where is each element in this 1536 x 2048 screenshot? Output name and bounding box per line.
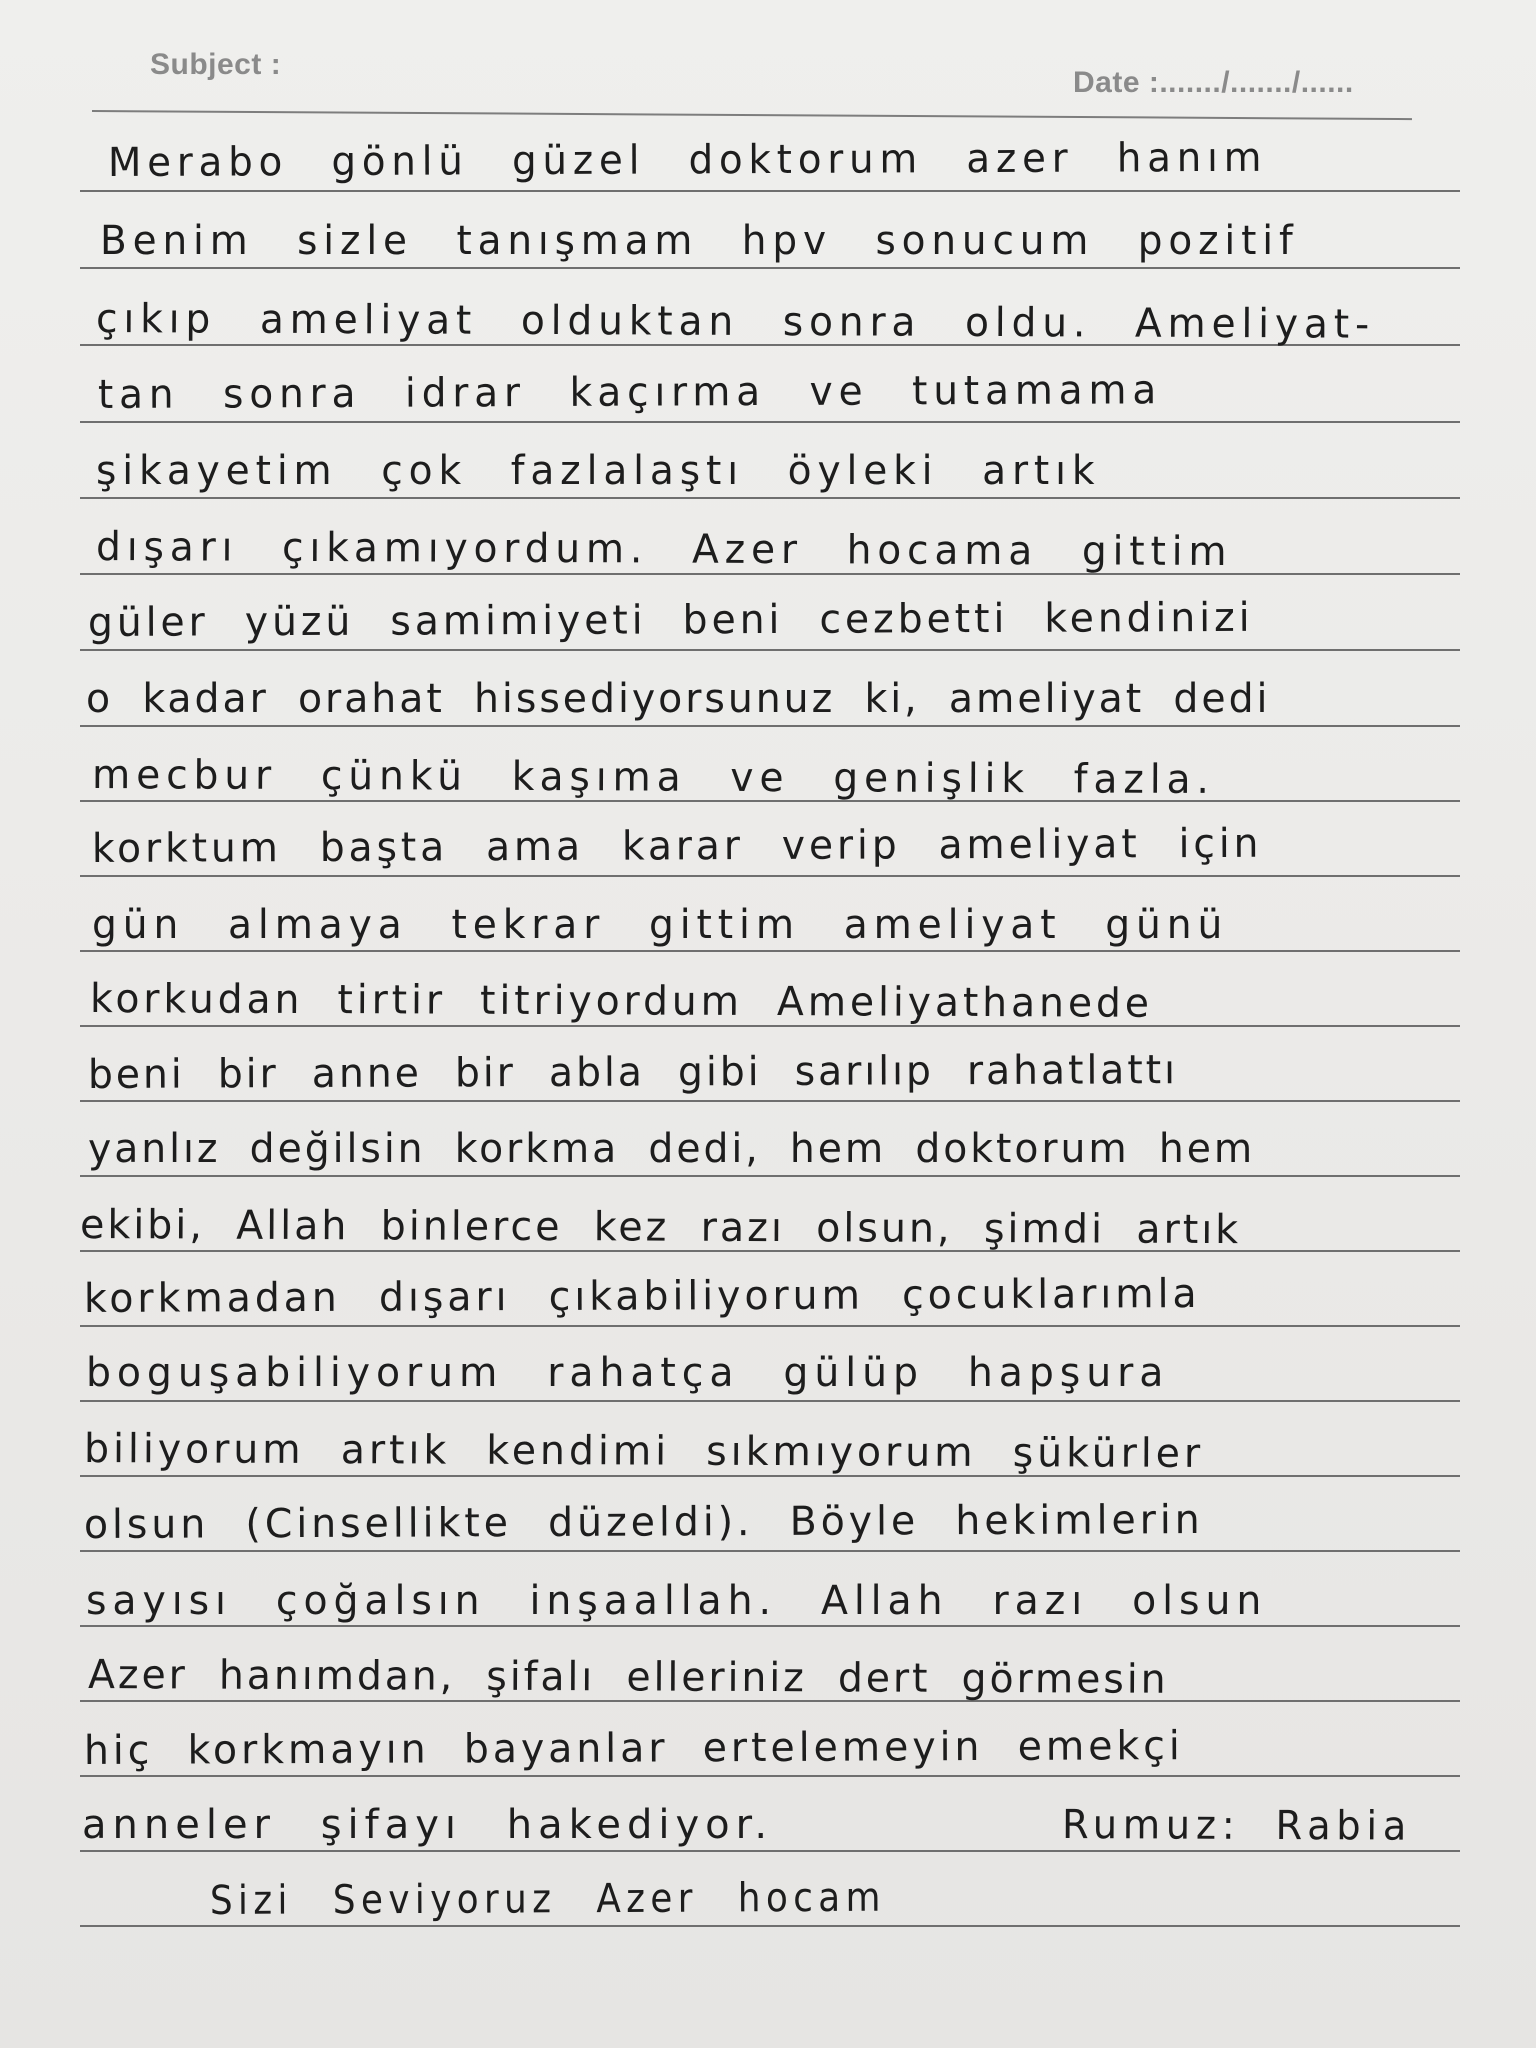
letter-line: o kadar orahat hissediyorsunuz ki, ameliyat dedi [86, 676, 1271, 722]
letter-line: olsun (Cinsellikte düzeldi). Böyle hekimlerin [83, 1497, 1204, 1548]
letter-line: beni bir anne bir abla gibi sarılıp rahatlattı [87, 1047, 1179, 1098]
letter-line: anneler şifayı hakediyor. [82, 1802, 774, 1848]
letter-line: dışarı çıkamıyordum. Azer hocama gittim [96, 524, 1233, 576]
letter-line: korkudan tirtir titriyordum Ameliyathanede [90, 976, 1154, 1027]
letter-line: Azer hanımdan, şifalı elleriniz dert görmesin [88, 1652, 1169, 1703]
letter-line: Benim sizle tanışmam hpv sonucum pozitif [100, 218, 1299, 264]
letter-line: korktum başta ama karar verip ameliyat için [91, 820, 1263, 872]
letter-line: gün almaya tekrar gittim ameliyat günü [92, 902, 1229, 948]
letter-line: Sizi Seviyoruz Azer hocam [209, 1874, 886, 1924]
letter-line: sayısı çoğalsın inşaallah. Allah razı olsun [86, 1578, 1268, 1624]
letter-line: biliyorum artık kendimi sıkmıyorum şükürler [84, 1426, 1205, 1477]
subject-label: Subject : [150, 48, 282, 81]
date-label: Date :......./......./...... [1073, 66, 1354, 99]
letter-line: tan sonra idrar kaçırma ve tutamama [97, 367, 1163, 418]
letter-line: ekibi, Allah binlerce kez razı olsun, şimdi artık [80, 1202, 1242, 1254]
letter-line: korkmadan dışarı çıkabiliyorum çocuklarımla [83, 1271, 1201, 1322]
letter-line: güler yüzü samimiyeti beni cezbetti kendinizi [87, 594, 1254, 646]
signature: Rumuz: Rabia [1062, 1802, 1413, 1850]
letter-line: şikayetim çok fazlalaştı öyleki artık [96, 448, 1101, 494]
letter-line: hiç korkmayın bayanlar ertelemeyin emekçi [83, 1723, 1184, 1774]
letter-line: boguşabiliyorum rahatça gülüp hapşura [86, 1350, 1170, 1396]
letter-line: Merabo gönlü güzel doktorum azer hanım [107, 134, 1268, 186]
letter-line: çıkıp ameliyat olduktan sonra oldu. Ameliyat- [96, 296, 1376, 348]
letter-line: yanlız değilsin korkma dedi, hem doktorum hem [88, 1126, 1256, 1172]
letter-line: mecbur çünkü kaşıma ve genişlik fazla. [92, 752, 1215, 803]
